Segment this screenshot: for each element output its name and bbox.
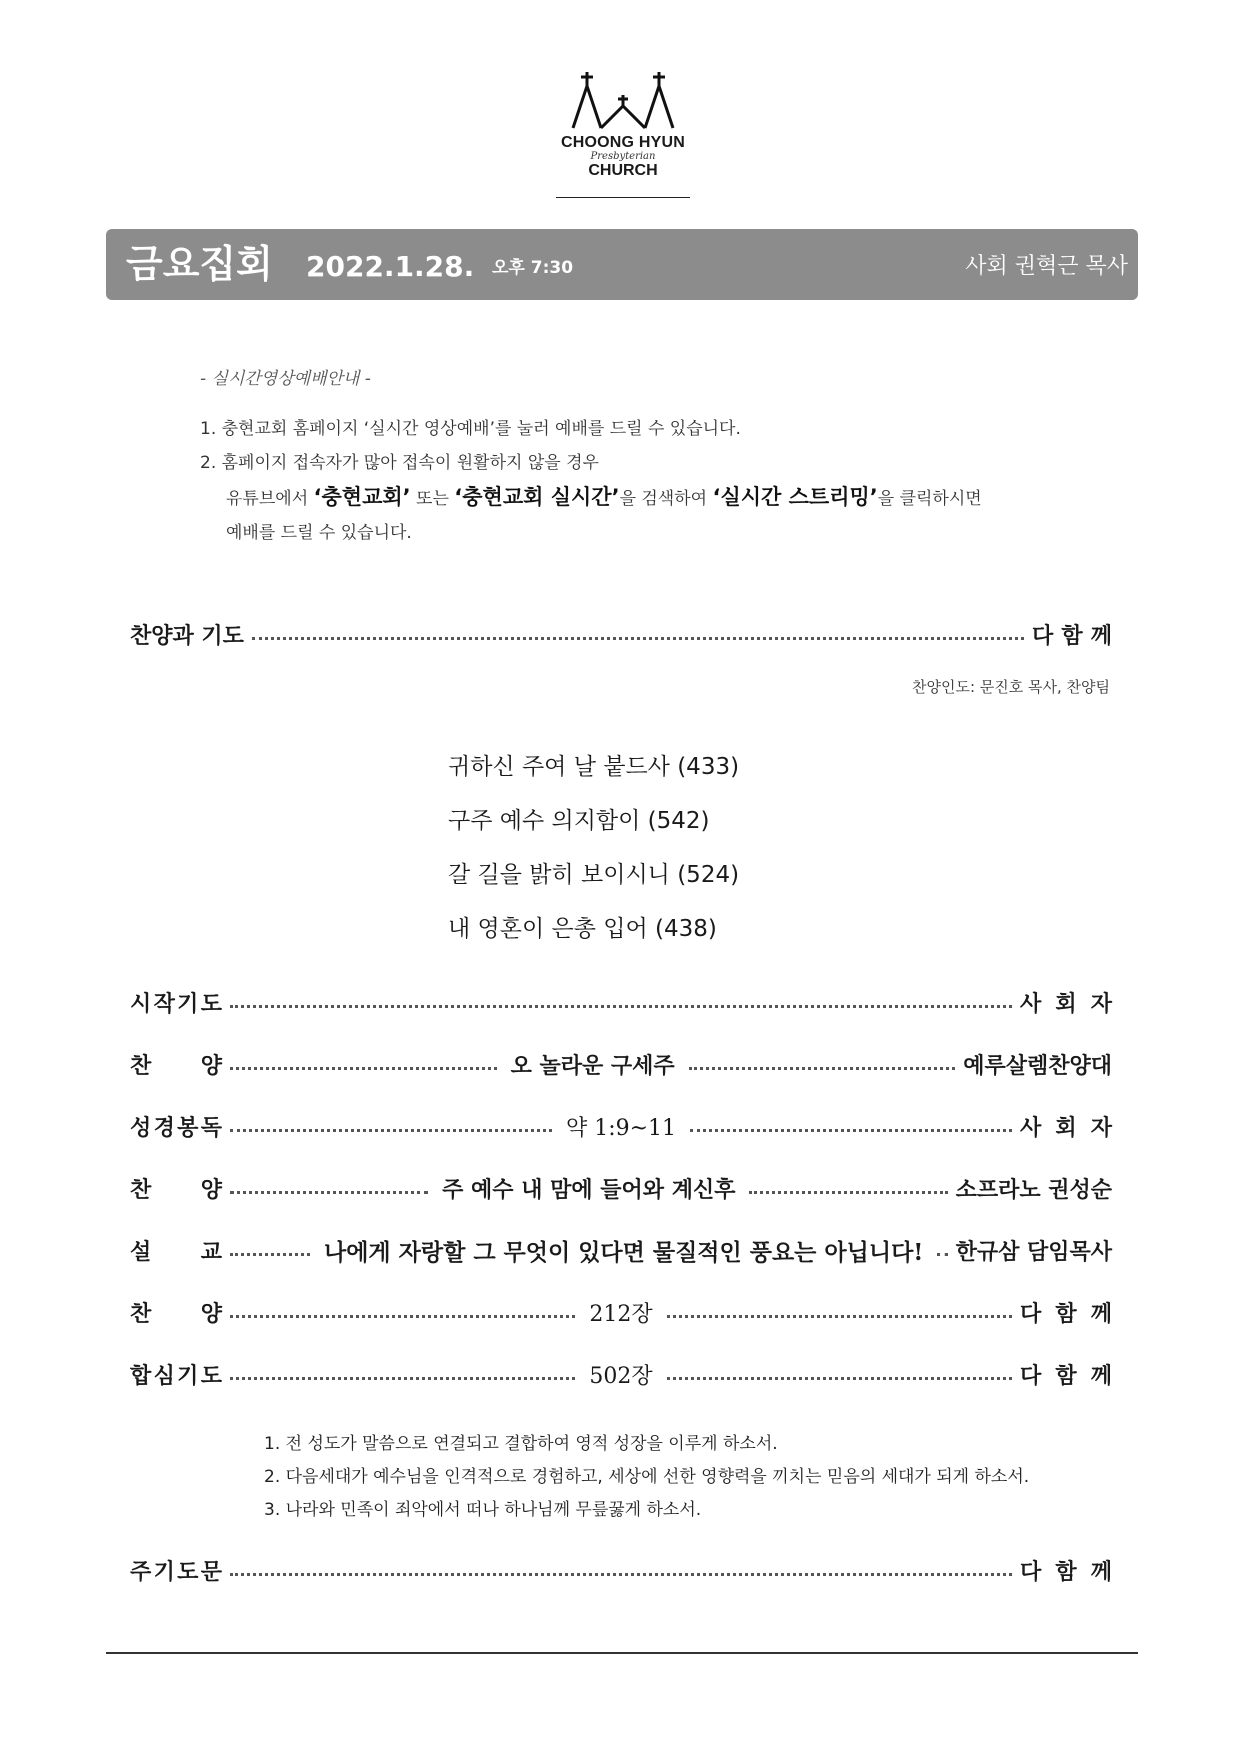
order-performer <box>1020 1555 1112 1586</box>
header-bar <box>106 229 1138 300</box>
logo-underline <box>556 197 690 199</box>
dot-leader <box>667 1315 1012 1318</box>
order-label <box>130 1173 222 1204</box>
char: 도 <box>200 1362 222 1389</box>
char: 께 <box>1090 622 1112 649</box>
char: 도 <box>200 990 222 1017</box>
keyword-church: ‘충현교회’ <box>313 485 411 509</box>
dot-leader <box>230 1067 497 1070</box>
char: 기 <box>153 1558 175 1585</box>
dot-leader <box>937 1253 947 1256</box>
church-logo <box>556 70 690 198</box>
char: 기 <box>177 990 199 1017</box>
order-performer: 소프라노 권성순 <box>955 1176 1113 1203</box>
order-hymn-2 <box>130 1172 1112 1204</box>
char: 회 <box>1055 990 1077 1017</box>
notice-text: 을 검색하여 <box>619 489 713 509</box>
order-performer <box>1020 987 1112 1018</box>
notice-title: - 실시간영상예배안내 - <box>200 369 371 389</box>
char: 께 <box>1090 1558 1112 1585</box>
hymn-item: 구주 예수 의지함이 (542) <box>448 808 710 834</box>
char: 다 <box>1020 1362 1042 1389</box>
order-item-title: 약 1:9~11 <box>565 1115 677 1141</box>
char: 다 <box>1032 622 1054 649</box>
char: 합 <box>130 1362 152 1389</box>
char: 함 <box>1061 622 1083 649</box>
notice-item-2: 2. 홈페이지 접속자가 많아 접속이 원활하지 않을 경우 <box>200 453 599 473</box>
char: 께 <box>1090 1362 1112 1389</box>
char: 시 <box>130 990 152 1017</box>
hymn-item: 귀하신 주여 날 붙드사 (433) <box>448 754 740 780</box>
service-time: 오후 7:30 <box>492 258 574 278</box>
char: 성 <box>130 1114 152 1141</box>
order-label <box>130 1297 222 1328</box>
char: 설 <box>130 1238 152 1265</box>
dot-leader <box>252 637 1024 640</box>
order-lords-prayer <box>130 1554 1112 1586</box>
notice-text: 또는 <box>410 489 455 509</box>
char: 사 <box>1020 990 1042 1017</box>
dot-leader <box>689 1067 956 1070</box>
char: 양 <box>200 1300 222 1327</box>
service-date: 2022.1.28. <box>306 250 475 283</box>
char: 찬 <box>130 1300 152 1327</box>
order-label: 찬양과 기도 <box>130 622 244 649</box>
char: 작 <box>153 990 175 1017</box>
sermon-title: 나에게 자랑할 그 무엇이 있다면 물질적인 풍요는 아닙니다! <box>324 1238 924 1266</box>
dot-leader <box>667 1377 1012 1380</box>
char: 다 <box>1020 1558 1042 1585</box>
char: 찬 <box>130 1052 152 1079</box>
order-performer <box>1020 1359 1112 1390</box>
char: 주 <box>130 1558 152 1585</box>
praise-hymn-list <box>448 740 739 956</box>
dot-leader <box>690 1129 1012 1132</box>
order-hymn-3 <box>130 1296 1112 1328</box>
praise-leader-note: 찬양인도: 문진호 목사, 찬양팀 <box>911 678 1110 696</box>
order-performer <box>1020 1111 1112 1142</box>
order-sermon <box>130 1234 1112 1266</box>
order-label <box>130 1049 222 1080</box>
char: 도 <box>177 1558 199 1585</box>
service-title: 금요집회 <box>126 242 273 286</box>
order-item-title: 주 예수 내 맘에 들어와 계신후 <box>442 1176 736 1203</box>
char: 교 <box>200 1238 222 1265</box>
order-label <box>130 1555 222 1586</box>
live-stream-notice <box>200 362 1100 550</box>
notice-item-2-end: 예배를 드릴 수 있습니다. <box>226 523 412 543</box>
char: 양 <box>200 1052 222 1079</box>
char: 자 <box>1090 990 1112 1017</box>
service-host: 사회 권혁근 목사 <box>965 254 1128 279</box>
order-scripture <box>130 1110 1112 1142</box>
bottom-divider <box>106 1652 1138 1654</box>
char: 찬 <box>130 1176 152 1203</box>
hymn-item: 갈 길을 밝히 보이시니 (524) <box>448 862 740 888</box>
dot-leader <box>230 1377 575 1380</box>
order-label <box>130 1111 222 1142</box>
notice-text: 을 클릭하시면 <box>877 489 982 509</box>
order-item-title: 212장 <box>589 1301 653 1327</box>
char: 문 <box>200 1558 222 1585</box>
char: 사 <box>1020 1114 1042 1141</box>
char: 기 <box>177 1362 199 1389</box>
char: 봉 <box>177 1114 199 1141</box>
order-performer <box>1020 1297 1112 1328</box>
notice-text: 유튜브에서 <box>226 489 314 509</box>
order-item-title: 오 놀라운 구세주 <box>510 1052 675 1079</box>
dot-leader <box>230 1315 575 1318</box>
dot-leader <box>230 1191 428 1194</box>
hymn-item: 내 영혼이 은총 입어 (438) <box>448 916 717 942</box>
logo-line-2: Presbyterian <box>590 151 656 162</box>
order-label <box>130 987 222 1018</box>
keyword-church-live: ‘충현교회 실시간’ <box>454 485 620 509</box>
char: 경 <box>153 1114 175 1141</box>
order-label <box>130 1359 222 1390</box>
prayer-item: 1. 전 성도가 말씀으로 연결되고 결합하여 영적 성장을 이루게 하소서. <box>264 1434 778 1454</box>
char: 함 <box>1055 1362 1077 1389</box>
dot-leader <box>230 1129 552 1132</box>
order-performer: 한규삼 담임목사 <box>955 1238 1112 1265</box>
notice-item-1: 1. 충현교회 홈페이지 ‘실시간 영상예배’를 눌러 예배를 드릴 수 있습니다. <box>200 419 741 439</box>
logo-line-3: CHURCH <box>588 162 658 179</box>
char: 회 <box>1055 1114 1077 1141</box>
order-hymn-1 <box>130 1048 1112 1080</box>
prayer-item: 2. 다음세대가 예수님을 인격적으로 경험하고, 세상에 선한 영향력을 끼치는 믿음의 세대가 되게 하소서. <box>264 1467 1030 1487</box>
dot-leader <box>230 1253 310 1256</box>
char: 양 <box>200 1176 222 1203</box>
char: 다 <box>1020 1300 1042 1327</box>
order-item-title: 502장 <box>589 1363 653 1389</box>
order-performer <box>1032 619 1112 650</box>
char: 함 <box>1055 1558 1077 1585</box>
order-unison-prayer <box>130 1358 1112 1390</box>
keyword-live-streaming: ‘실시간 스트리밍’ <box>712 485 878 509</box>
char: 자 <box>1090 1114 1112 1141</box>
char: 독 <box>200 1114 222 1141</box>
church-spires-icon <box>567 70 679 130</box>
dot-leader <box>230 1005 1012 1008</box>
dot-leader <box>749 1191 947 1194</box>
char: 함 <box>1055 1300 1077 1327</box>
dot-leader <box>230 1573 1012 1576</box>
prayer-topics <box>264 1428 1029 1527</box>
logo-line-1: CHOONG HYUN <box>561 134 685 151</box>
order-performer: 예루살렘찬양대 <box>963 1052 1113 1079</box>
prayer-item: 3. 나라와 민족이 죄악에서 떠나 하나님께 무릎꿇게 하소서. <box>264 1500 702 1520</box>
order-opening-prayer <box>130 986 1112 1018</box>
order-praise-prayer <box>130 618 1112 650</box>
char: 께 <box>1090 1300 1112 1327</box>
notice-item-2-detail <box>200 480 1100 516</box>
order-label <box>130 1235 222 1266</box>
char: 심 <box>153 1362 175 1389</box>
